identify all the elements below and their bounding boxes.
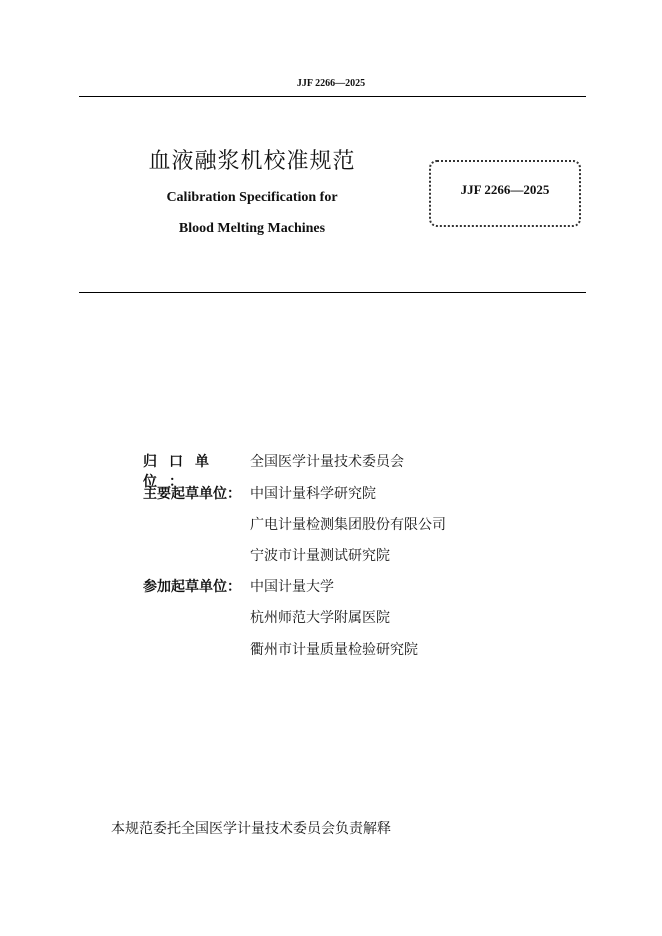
responsible-unit: 全国医学计量技术委员会 <box>250 454 404 470</box>
main-drafters-label: 主要起草单位： <box>143 486 241 502</box>
participating-label: 参加起草单位： <box>143 579 241 595</box>
title-chinese: 血液融浆机校准规范 <box>148 149 356 174</box>
title-english-line1: Calibration Specification for <box>166 190 338 205</box>
top-divider <box>79 96 586 97</box>
responsible-unit-label: 归口单位： <box>143 454 221 490</box>
bottom-divider <box>79 292 586 293</box>
participating-unit-2: 杭州师范大学附属医院 <box>250 610 390 626</box>
main-drafter-1: 中国计量科学研究院 <box>250 486 376 502</box>
main-drafter-2: 广电计量检测集团股份有限公司 <box>250 517 446 533</box>
participating-unit-1: 中国计量大学 <box>250 579 334 595</box>
participating-unit-3: 衢州市计量质量检验研究院 <box>250 642 418 658</box>
header-standard-code: JJF 2266—2025 <box>296 78 366 89</box>
standard-code-box <box>429 160 581 227</box>
interpretation-note: 本规范委托全国医学计量技术委员会负责解释 <box>111 821 391 837</box>
standard-code: JJF 2266—2025 <box>460 181 550 197</box>
main-drafter-3: 宁波市计量测试研究院 <box>250 548 390 564</box>
title-english-line2: Blood Melting Machines <box>178 221 326 236</box>
